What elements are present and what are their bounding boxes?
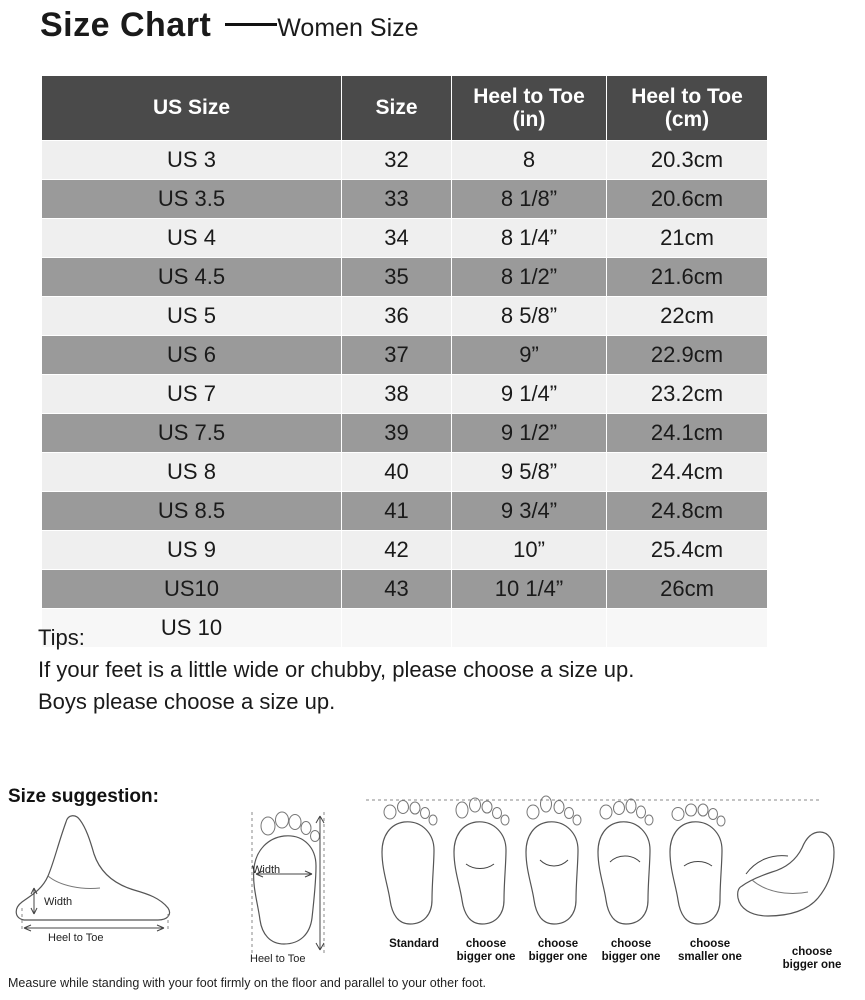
cell-heel-in: 8 [452,141,607,180]
cell-us-size: US 5 [42,297,342,336]
cell-heel-cm: 20.6cm [607,180,768,219]
cell-heel-in: 8 5/8” [452,297,607,336]
foot-type-caption-4 [592,938,670,964]
cell-heel-cm: 24.4cm [607,453,768,492]
cell-size: 41 [342,492,452,531]
top-foot-width-label: Width [252,864,281,876]
cell-us-size: US 4.5 [42,258,342,297]
cell-us-size: US 10 [42,609,342,648]
foot-type-caption-3 [522,938,594,964]
cell-size: 39 [342,414,452,453]
title-dash-decoration [225,23,277,26]
cell-heel-cm: 25.4cm [607,531,768,570]
foot-type-caption-5 [668,938,752,964]
caption-line-2: bigger one [782,959,842,971]
top-foot-heel-to-toe-label: Heel to Toe [250,953,306,965]
tips-block [38,622,634,718]
table-row [42,570,768,609]
cell-us-size: US10 [42,570,342,609]
header-text: Size [375,96,418,120]
header-text-unit: (in) [512,108,546,131]
cell-heel-cm: 23.2cm [607,375,768,414]
cell-size: 35 [342,258,452,297]
table-row [42,258,768,297]
table-row [42,141,768,180]
caption-line-1: choose [791,946,833,958]
cell-heel-cm: 22cm [607,297,768,336]
caption-line-1: choose [689,938,731,950]
table-row [42,219,768,258]
tips-heading: Tips: [38,625,85,650]
cell-us-size: US 3.5 [42,180,342,219]
table-row [42,297,768,336]
cell-heel-cm: 24.8cm [607,492,768,531]
cell-heel-cm: 26cm [607,570,768,609]
tips-line-2: Boys please choose a size up. [38,689,336,714]
cell-us-size: US 7.5 [42,414,342,453]
cell-heel-in: 9 5/8” [452,453,607,492]
side-view-foot-icon [8,810,188,950]
caption-line-1: choose [610,938,652,950]
cell-heel-in: 9 1/2” [452,414,607,453]
column-header-heel-to-toe-in [452,76,607,141]
cell-heel-cm: 21cm [607,219,768,258]
foot-types-icon-group [360,786,860,936]
cell-heel-in: 8 1/2” [452,258,607,297]
caption-line-1: Standard [389,938,439,950]
cell-heel-cm: 21.6cm [607,258,768,297]
header-text: Heel to Toe [631,84,743,108]
caption-line-2: bigger one [601,951,661,963]
cell-heel-in: 9 3/4” [452,492,607,531]
tips-line-1: If your feet is a little wide or chubby, please choose a size up. [38,657,635,682]
cell-us-size: US 9 [42,531,342,570]
cell-size: 34 [342,219,452,258]
cell-heel-cm: 24.1cm [607,414,768,453]
table-row [42,375,768,414]
header-text: US Size [152,96,231,120]
cell-size: 32 [342,141,452,180]
caption-line-2: smaller one [678,951,742,963]
cell-us-size: US 8 [42,453,342,492]
cell-size: 43 [342,570,452,609]
column-header-heel-to-toe-cm [607,76,768,141]
cell-us-size: US 8.5 [42,492,342,531]
cell-heel-in: 10” [452,531,607,570]
cell-us-size: US 6 [42,336,342,375]
measurement-footer-note: Measure while standing with your foot firmly on the floor and parallel to your other foot. [8,976,487,990]
cell-us-size: US 7 [42,375,342,414]
cell-size: 40 [342,453,452,492]
caption-line-2: bigger one [528,951,588,963]
table-row [42,414,768,453]
foot-type-caption-6 [772,946,852,972]
side-foot-width-label: Width [44,896,73,908]
foot-type-caption-2 [450,938,522,964]
size-chart-table [41,75,768,648]
table-header-row [42,76,768,141]
table-row [42,336,768,375]
side-foot-heel-to-toe-label: Heel to Toe [48,932,104,944]
title-subtitle: Women Size [277,14,419,42]
table-row [42,180,768,219]
column-header-us-size [42,76,342,141]
top-view-foot-icon [228,804,358,964]
column-header-size [342,76,452,141]
size-suggestion-title: Size suggestion: [8,786,159,807]
cell-heel-cm: 20.3cm [607,141,768,180]
size-suggestion-diagram [0,768,865,1000]
cell-us-size: US 4 [42,219,342,258]
title-main: Size Chart [40,6,212,44]
foot-type-caption-1 [378,938,450,951]
cell-heel-in: 10 1/4” [452,570,607,609]
cell-size: 33 [342,180,452,219]
cell-size: 36 [342,297,452,336]
table-row [42,492,768,531]
table-row [42,531,768,570]
cell-heel-in: 9” [452,336,607,375]
page-title [40,6,419,45]
cell-heel-in: 9 1/4” [452,375,607,414]
cell-heel-cm: 22.9cm [607,336,768,375]
table-row [42,453,768,492]
cell-size: 38 [342,375,452,414]
cell-us-size: US 3 [42,141,342,180]
caption-line-1: choose [465,938,507,950]
cell-heel-in: 8 1/4” [452,219,607,258]
cell-heel-in: 8 1/8” [452,180,607,219]
caption-line-1: choose [537,938,579,950]
cell-size: 42 [342,531,452,570]
header-text: Heel to Toe [473,84,585,108]
header-text-unit: (cm) [664,108,710,131]
cell-size: 37 [342,336,452,375]
caption-line-2: bigger one [456,951,516,963]
